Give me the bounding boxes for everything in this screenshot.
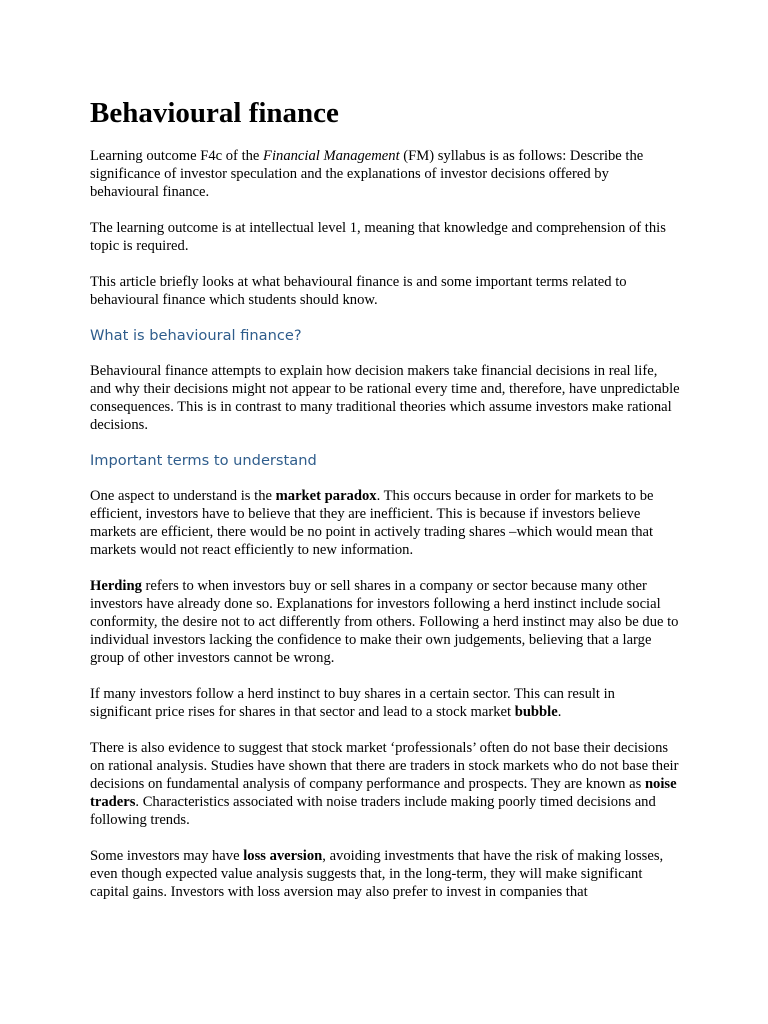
- section-heading-important-terms: Important terms to understand: [90, 452, 317, 469]
- market-paradox-paragraph: [90, 487, 680, 559]
- term-loss-aversion: loss aversion: [243, 848, 323, 864]
- term-noise-traders: noise traders: [90, 776, 677, 810]
- paragraph-text: Some investors may have: [90, 848, 244, 864]
- paragraph-text: . This occurs because in order for markets to be efficient, investors have to believe that they are inefficient. This is because if investors believe markets are efficient, there would be no point in actively trading shares –which would mean that markets would not react efficiently to new information.: [90, 488, 654, 558]
- paragraph-text: There is also evidence to suggest that stock market ‘professionals’ often do not base their decisions on rational analysis. Studies have shown that there are traders in stock markets who do not base their decisions on fundamental analysis of company performance and prospects. They are known as: [90, 740, 679, 792]
- term-herding: Herding: [90, 578, 142, 594]
- syllabus-name: Financial Management: [263, 148, 400, 164]
- paragraph-text: If many investors follow a herd instinct to buy shares in a certain sector. This can result in significant price rises for shares in that sector and lead to a stock market: [90, 686, 615, 720]
- document-title: Behavioural finance: [90, 97, 339, 129]
- paragraph-text: .: [557, 704, 562, 720]
- bubble-paragraph: [90, 685, 680, 721]
- section-heading-what-is: What is behavioural finance?: [90, 327, 302, 344]
- paragraph-text: . Characteristics associated with noise traders include making poorly timed decisions and following trends.: [90, 794, 656, 828]
- noise-traders-paragraph: [90, 739, 680, 829]
- intro-paragraph-3: This article briefly looks at what behavioural finance is and some important terms related to behavioural finance which students should know.: [90, 274, 627, 308]
- paragraph-text: , avoiding investments that have the risk of making losses, even though expected value analysis suggests that, in the long-term, they will make significant capital gains. Investors with loss aversion may also prefer to invest in companies that: [90, 848, 664, 900]
- document-page: [90, 96, 680, 919]
- intro-paragraph-1: [90, 147, 680, 201]
- definition-paragraph: Behavioural finance attempts to explain how decision makers take financial decisions in real life, and why their decisions might not appear to be rational every time and, therefore, have unpredictable consequences. This is in contrast to many traditional theories which assume investors make rational decisions.: [90, 363, 680, 433]
- herding-paragraph: [90, 577, 680, 667]
- intro-paragraph-2: The learning outcome is at intellectual level 1, meaning that knowledge and comprehension of this topic is required.: [90, 220, 666, 254]
- term-market-paradox: market paradox: [275, 488, 377, 504]
- intro-text: Learning outcome F4c of the: [90, 148, 264, 164]
- paragraph-text: One aspect to understand is the: [90, 488, 276, 504]
- intro-text: (FM) syllabus is as follows: Describe the significance of investor speculation and the explanations of investor decisions offered by behavioural finance.: [90, 148, 644, 200]
- paragraph-text: refers to when investors buy or sell shares in a company or sector because many other investors have already done so. Explanations for investors following a herd instinct include social conformity, the desire not to act differently from others. Following a herd instinct may also be due to individual investors lacking the confidence to make their own judgements, believing that a large group of other investors cannot be wrong.: [90, 578, 679, 666]
- term-bubble: bubble: [514, 704, 558, 720]
- loss-aversion-paragraph: [90, 847, 680, 901]
